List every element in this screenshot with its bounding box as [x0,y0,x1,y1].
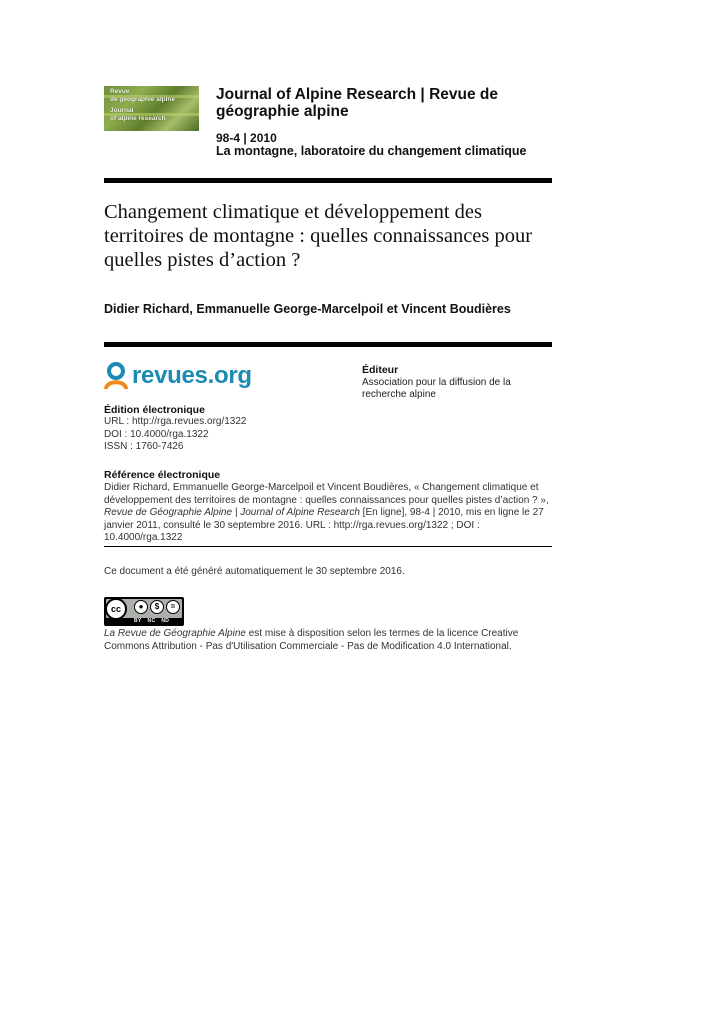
divider [104,546,552,547]
reference-heading: Référence électronique [104,469,221,481]
cover-line: de géographie alpine [110,96,176,103]
cc-logo-icon: cc [105,598,127,620]
cover-line: Journal [110,107,134,114]
electronic-edition-heading: Édition électronique [104,404,205,416]
issue-number: 98-4 | 2010 [216,131,277,145]
reference-journal-name: Revue de Géographie Alpine | Journal of Alpine Research [104,507,360,518]
edition-issn: ISSN : 1760-7426 [104,441,184,452]
journal-title: Journal of Alpine Research | Revue de géographie alpine [216,86,498,120]
reference-citation [104,482,552,545]
article-title: Changement climatique et développement des territoires de montagne : quelles connaissances pour quelles pistes d’action ? [104,201,533,271]
by-person-icon: ● [134,600,148,614]
editor-heading: Éditeur [362,364,399,376]
license-statement [104,628,552,653]
cover-line: of alpine research [110,115,166,122]
license-text: est mise à disposition selon les termes de la licence Creative Commons Attribution - Pas d'Utilisation Commerciale - Pas de Modification 4.0 International. [104,628,519,652]
article-authors: Didier Richard, Emmanuelle George-Marcelpoil et Vincent Boudières [104,302,511,316]
issue-title: La montagne, laboratoire du changement climatique [216,144,527,158]
divider [104,178,552,183]
cover-line: Revue [110,88,130,95]
license-journal-name: La Revue de Géographie Alpine [104,628,246,639]
revues-org-logo[interactable] [104,362,252,390]
cc-label-by: BY [134,618,142,624]
cc-badge-labels [134,618,169,624]
revues-org-logo-icon [104,362,128,390]
edition-doi[interactable]: DOI : 10.4000/rga.1322 [104,428,209,440]
cc-label-nd: ND [161,618,170,624]
editor-name: Association pour la diffusion de la recherche alpine [362,377,511,400]
edition-url[interactable]: URL : http://rga.revues.org/1322 [104,416,247,427]
cc-label-nc: NC [147,618,156,624]
electronic-edition-details [104,416,247,454]
noncommercial-icon: $ [150,600,164,614]
noderivatives-icon: = [166,600,180,614]
journal-cover-thumbnail [104,86,199,131]
revues-org-logo-text: revues.org [132,362,252,389]
creative-commons-badge[interactable] [104,597,184,626]
divider [104,342,552,347]
reference-text-part2: [En ligne], 98-4 | 2010, mis en ligne le 27 janvier 2011, consulté le 30 septembre 2016. URL : http://rga.revues.org/1322 ; DOI : 10.4000/rga.1322 [104,507,544,543]
reference-text-part1: Didier Richard, Emmanuelle George-Marcelpoil et Vincent Boudières, « Changement climatique et développement des territoires de montagne : quelles connaissances pour quelles pistes d’action ? », [104,482,549,506]
generated-note: Ce document a été généré automatiquement le 30 septembre 2016. [104,566,405,577]
